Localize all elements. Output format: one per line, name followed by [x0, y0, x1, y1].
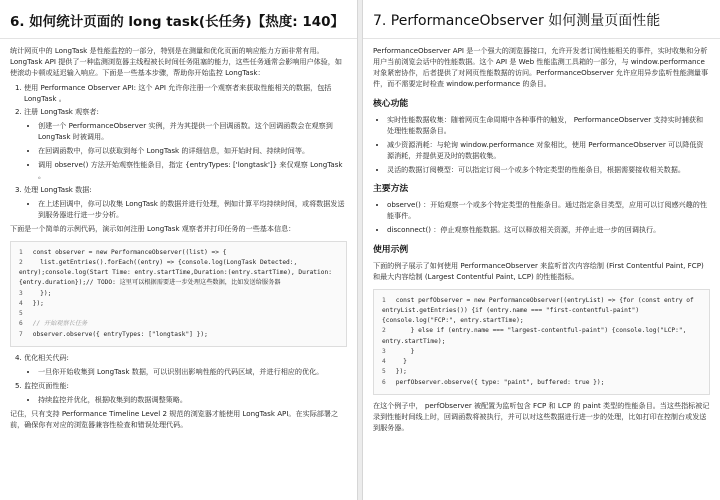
code-line [19, 289, 338, 299]
line-number: 1 [382, 296, 386, 304]
code-text: const observer = new PerformanceObserver((list) => { [29, 248, 227, 256]
code-text: const perfObserver = new PerformanceObserver((entryList) => {for (const entry of entryList.getEntries()) {if (entry.name === "first-contentful-paint") {console.log("FCP:", entry.startTime); [382, 296, 698, 325]
line-number: 3 [19, 289, 23, 297]
code-line [382, 378, 701, 388]
code-line [382, 357, 701, 367]
intro-paragraph: 统计网页中的 LongTask 是性能监控的一部分，特别是在测量和优化页面的响应能力方面非常有用。 LongTask API 提供了一种监测浏览器主线程被长时间任务阻塞的能力，这些任务通常会影响用户体验，如使滚动卡顿或延迟输入响应。下面是一些基本步骤，帮助你开始监控 LongTask： [10, 46, 342, 77]
bullet-item: • 在回调函数中，你可以获取到每个 LongTask 的详细信息，如开始时间、持续时间等。 [38, 146, 347, 157]
line-number: 6 [19, 320, 23, 328]
bullet-item: • 创建一个 PerformanceObserver 实例，并为其提供一个回调函数。这个回调函数会在观察到 LongTask 时被调用。 [38, 121, 347, 143]
code-line [382, 347, 701, 357]
bullet-list [373, 200, 710, 236]
code-text: }); [29, 289, 52, 297]
line-number: 2 [382, 327, 386, 335]
bullet-item: • 调用 observe() 方法开始观察性能条目，指定 {entryTypes: ['longtask']} 来仅观察 LongTask 。 [38, 160, 347, 182]
article-body [0, 39, 357, 431]
line-number: 1 [19, 248, 23, 256]
bullet-item: • 减少资源消耗：与轮询 window.performance 对象相比，使用 PerformanceObserver 可以降低资源消耗，并提供更及时的数据收集。 [387, 140, 710, 162]
bullet-item: • 在上述回调中，你可以收集 LongTask 的数据并进行处理，例如计算平均持续时间，或将数据发送到服务器进行进一步分析。 [38, 199, 347, 221]
code-text: } [392, 347, 415, 355]
step-item: 2. 注册 LongTask 观察者: • 创建一个 PerformanceObserver 实例，并为其提供一个回调函数。这个回调函数会在观察到 LongTask 时被调用。 • 在回调函数中，你可以获取到每个 LongTask 的详细信息，如开始时间、持续时间等。 • 调用 observe() 方法开始观察性能条目，指定 {entryTypes: ['longtask']} 来仅观察 LongTask 。 [24, 107, 347, 182]
code-text: // 开始观察长任务 [29, 320, 88, 328]
code-line [19, 330, 338, 340]
line-number: 4 [382, 358, 386, 366]
code-line [19, 319, 338, 329]
step-item: 1. 使用 Performance Observer API: 这个 API 允许你注册一个观察者来获取性能相关的数据，包括 LongTask 。 [24, 83, 347, 105]
code-line [19, 258, 338, 289]
bullet-list [24, 395, 347, 406]
step-item: 5. 监控页面性能: • 持续监控并优化，根据收集到的数据调整策略。 [24, 381, 347, 406]
right-article [363, 0, 720, 500]
step-item: 4. 优化相关代码: • 一旦你开始收集到 LongTask 数据，可以识别出影响性能的代码区域，并进行相应的优化。 [24, 353, 347, 378]
bullet-item: • disconnect() ：停止观察性能数据。这可以释放相关资源，并停止进一步的回调执行。 [387, 225, 710, 236]
code-text: perfObserver.observe({ type: "paint", buffered: true }); [392, 378, 605, 386]
code-line [19, 309, 338, 319]
code-line [382, 367, 701, 377]
code-line [382, 296, 701, 327]
bullet-list [373, 115, 710, 176]
step-item: 3. 处理 LongTask 数据: • 在上述回调中，你可以收集 LongTask 的数据并进行处理，例如计算平均持续时间，或将数据发送到服务器进行进一步分析。 [24, 185, 347, 221]
line-number: 7 [19, 330, 23, 338]
bullet-list [24, 367, 347, 378]
line-number: 6 [382, 378, 386, 386]
example-intro: 下面的例子展示了如何使用 PerformanceObserver 来监听首次内容绘制 (First Contentful Paint, FCP) 和最大内容绘制 (Largest Contentful Paint, LCP) 的性能指标。 [373, 260, 704, 281]
code-block[interactable] [10, 241, 347, 347]
code-intro: 下面是一个简单的示例代码，演示如何注册 LongTask 观察者并打印任务的一些基本信息： [10, 223, 296, 233]
section-heading-core: 核心功能 [373, 98, 409, 109]
line-number: 3 [382, 347, 386, 355]
article-title: 7. PerformanceObserver 如何测量页面性能 [363, 0, 720, 39]
bullet-item: • 实时性能数据收集：随着网页生命周期中各种事件的触发， PerformanceObserver 支持实时捕获和处理性能数据条目。 [387, 115, 710, 137]
code-text: observer.observe({ entryTypes: ["longtask"] }); [29, 330, 208, 338]
code-text: } else if (entry.name === "largest-contentful-paint") {console.log("LCP:", entry.startTime); [382, 327, 691, 345]
section-heading-methods: 主要方法 [373, 184, 409, 195]
article-body [363, 39, 720, 434]
code-line [19, 248, 338, 258]
section-heading-examples: 使用示例 [373, 245, 409, 256]
left-article [0, 0, 357, 500]
line-number: 5 [382, 368, 386, 376]
article-title: 6. 如何统计页面的 long task(长任务)【热度: 140】 [0, 0, 357, 39]
bullet-item: • observe() ：开始观察一个或多个特定类型的性能条目。通过指定条目类型，应用可以订阅感兴趣的性能事件。 [387, 200, 710, 222]
code-text: list.getEntries().forEach((entry) => {console.log(LongTask Detected:, entry);console.log(Start Time: entry.startTime,Duration:(entry.startTime), Duration: {entry.duration});// TODO: 这里可以根据需要进一步处理这些数据，比如发送给服务器 [19, 259, 336, 287]
bullet-list [24, 199, 347, 221]
code-block[interactable] [373, 289, 710, 395]
code-line [19, 299, 338, 309]
code-line [382, 326, 701, 346]
code-text: } [392, 358, 407, 366]
footer-note: 在这个例子中， perfObserver 被配置为监听包含 FCP 和 LCP 的 paint 类型的性能条目。当这些指标被记录到性能时间线上时，回调函数将被执行，并可以对这些数据进行进一步的处理，比如打印在控制台或发送到服务器。 [373, 400, 710, 432]
steps-list-continued [10, 353, 347, 406]
bullet-item: • 一旦你开始收集到 LongTask 数据，可以识别出影响性能的代码区域，并进行相应的优化。 [38, 367, 347, 378]
steps-list [10, 83, 347, 221]
bullet-item: • 灵活的数据订阅模型：可以指定订阅一个或多个特定类型的性能条目，根据需要接收相关数据。 [387, 165, 710, 176]
code-text [29, 310, 33, 317]
bullet-item: • 持续监控并优化，根据收集到的数据调整策略。 [38, 395, 347, 406]
line-number: 2 [19, 259, 23, 266]
footer-note: 记住，只有支持 Performance Timeline Level 2 规范的浏览器才能使用 LongTask API。在实际部署之前，确保你有对应的浏览器兼容性检查和错误处理代码。 [10, 408, 339, 429]
intro-paragraph: PerformanceObserver API 是一个强大的浏览器接口，允许开发者订阅性能相关的事件，实时收集和分析用户当前浏览会话中的性能数据。这个 API 是 Web 性能监测工具箱的一部分，与 window.performance 对象紧密协作，后者提供了对网页性能数据的访问。PerformanceObserver 允许应用异步监听性能测量事件，而不需要定时检查 window.performance 的条目。 [373, 46, 709, 88]
line-number: 5 [19, 310, 23, 318]
bullet-list [24, 121, 347, 182]
code-text: }); [29, 299, 44, 307]
code-text: }); [392, 368, 407, 376]
line-number: 4 [19, 299, 23, 307]
